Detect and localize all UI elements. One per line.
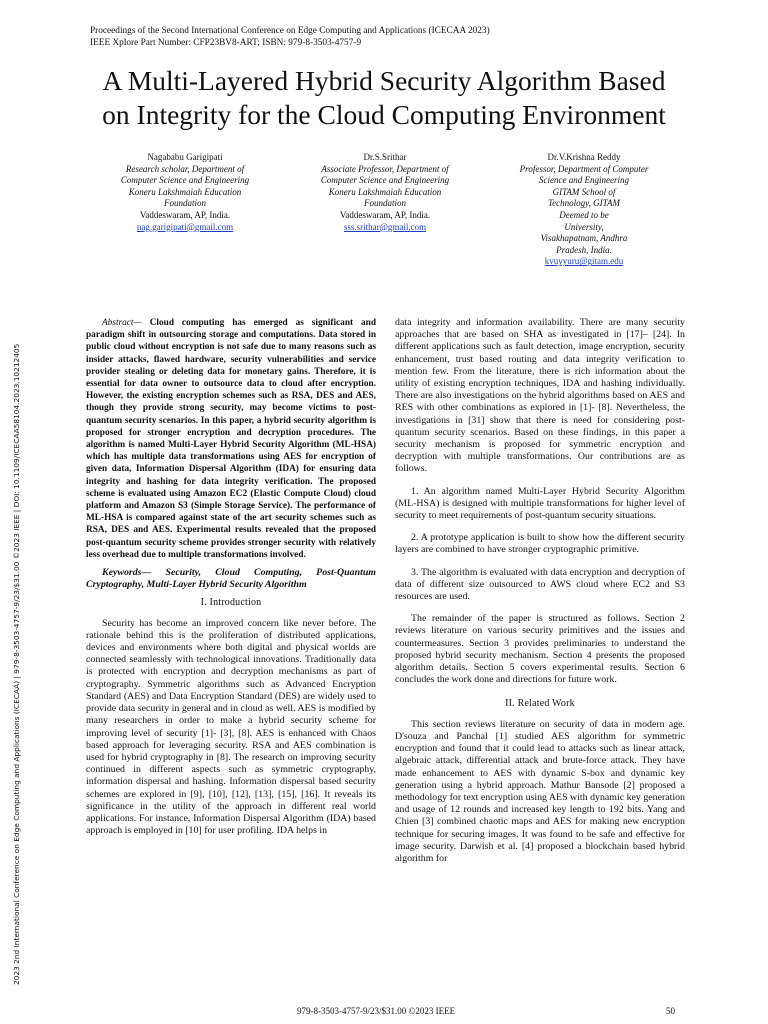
intro-paragraph: Security has become an improved concern like never before. The rationale behind this is the proliferation of distributed applications, devices and environments where both digital and physical worlds are connected seamlessly with technological innovations. Traditionally data is protected with encryption and decryption mechanisms as part of cryptography. Symmetric algorithms such as Advanced Encryption Standard (AES) and Data Encryption Standard (DES) are widely used to provide data security in general and in cloud as well. AES is modified by many researchers in order to make a hybrid security scheme for improving level of security [1]- [3], [8]. AES is enhanced with Chaos based approach for leveraging security. RSA and AES combination is used for hybrid cryptography in [8]. The research on improving security continued in different aspects such as symmetric cryptography, information dispersal and hashing. Information dispersal based security schemes are explored in [9], [10], [12], [13], [15], [16]. It reveals its significance in the utility of the approach in different real world applications. For instance, Information Dispersal Algorithm (IDA) based approach is employed in [10] for user profiling. IDA helps in: [86, 617, 376, 837]
abstract: [86, 317, 376, 561]
right-column: [395, 317, 685, 865]
author-name: Dr.S.Srithar: [363, 152, 407, 162]
author-affiliation: Professor, Department of Computer: [519, 163, 649, 174]
contribution-item-2: 2. A prototype application is built to show how the different security layers are combined to have stronger cryptographic primitive.: [395, 532, 685, 556]
contribution-item-1: 1. An algorithm named Multi-Layer Hybrid Security Algorithm (ML-HSA) is designed with multiple transformations for higher level of security to meet requirements of post-quantum security situations.: [395, 485, 685, 522]
title-line-2: on Integrity for the Cloud Computing Environment: [102, 99, 666, 130]
author-block-1: [90, 152, 280, 233]
section-heading-introduction: I. Introduction: [200, 597, 262, 609]
intro-paragraph-continued: data integrity and information availability. There are many security approaches that are based on SHA as investigated in [17]– [24]. In different applications such as fault detection, image encryption, security enhancement, trust based routing and data integrity verification to mention few. From the literature, there is rich information about the utility of existing encryption techniques, IDA and hashing individually. There are also investigations on the hybrid algorithms based on AES and RES with other combinations as explored in [1]- [8]. Nevertheless, the investigations in [31] show that there is need for considering post-quantum security scenarios. Based on these findings, in this paper a security mechanism is proposed for symmetric encryption and decryption with multiple transformations. Our contributions are as follows.: [395, 317, 685, 475]
author-affiliation: Foundation: [364, 198, 406, 209]
author-location: Vaddeswaram, AP, India.: [139, 209, 231, 220]
paper-structure-paragraph: The remainder of the paper is structured as follows. Section 2 reviews literature on various security primitives and the issues and countermeasures. Section 3 provides preliminaries to understand the proposed hybrid security mechanism. Section 4 presents the proposed algorithm details. Section 5 covers experimental results. Section 6 concludes the work done and directions for future work.: [395, 613, 685, 686]
author-location: Vaddeswaram, AP, India.: [339, 209, 431, 220]
author-block-3: [500, 152, 668, 268]
abstract-text: Cloud computing has emerged as significant and paradigm shift in outsourcing storage and computations. Data stored in public cloud without encryption is not safe due to many reasons such as insider attacks, flawed hardware, security vulnerabilities and service provider stealing or deleting data for monetary gains. Therefore, it is essential for data owner to outsource data to cloud after encryption. However, the existing encryption schemes such as RSA, DES and AES, though they provide strong security, may become victims to post-quantum security scenarios. In this paper, a hybrid security algorithm is proposed for stronger encryption and decryption procedures. The algorithm is named Multi-Layer Hybrid Security Algorithm (ML-HSA) which has multiple data transformations using AES for encryption of given data, Information Dispersal Algorithm (IDA) for ensuring data integrity and hashing for data integrity verification. The proposed scheme is evaluated using Amazon EC2 (Elastic Compute Cloud) cloud platform and Amazon S3 (Simple Storage Service). The performance of ML-HSA is compared against state of the art security schemes such as RSA, DES and AES. Experimental results revealed that the proposed post-quantum security scheme provides stronger security with relatively less overhead due to multiple transformations involved.: [86, 318, 376, 560]
author-affiliation: Research scholar, Department of: [125, 163, 245, 174]
doi-sidebar-text: 2023 2nd International Conference on Edge Computing and Applications (ICECAA) | 979-8-3503-4757-9/23/$31.00 ©2023 IEEE | DOI: 10.1109/ICECAA58104.2023.10212405: [12, 343, 21, 985]
author-affiliation: Deemed to be: [559, 209, 609, 220]
author-affiliation: Koneru Lakshmaiah Education: [128, 186, 242, 197]
paper-title: [30, 64, 738, 132]
related-work-paragraph: This section reviews literature on security of data in modern age. D'souza and Panchal [1] studied AES algorithm for symmetric encryption and found that it could lead to attacks such as linear attack, algebraic attack, differential attack and brute-force attack. They have made enhancement to AES with dynamic S-box and dynamic key generation using a hybrid approach. Mathur Bansode [2] proposed a methodology for text encryption using AES with dynamic key generation and usage of 12 rounds and increased key length to 192 bits. Yang and Chien [3] combined chaotic maps and AES for making new encryption technique for securing images. It was found to be safe and effective for image security. Darwish et al. [4] proposed a blockchain based hybrid algorithm for: [395, 718, 685, 864]
author-affiliation: University,: [564, 221, 604, 232]
author-affiliation: Technology, GITAM: [548, 198, 620, 209]
author-affiliation: Pradesh, India.: [556, 244, 612, 255]
author-affiliation: Koneru Lakshmaiah Education: [328, 186, 442, 197]
doi-sidebar: [9, 215, 25, 985]
author-affiliation: Computer Science and Engineering: [320, 175, 450, 186]
author-affiliation: Science and Engineering: [539, 175, 629, 186]
page-number: 50: [666, 1006, 675, 1016]
conference-header: [90, 25, 490, 49]
author-affiliation: Foundation: [164, 198, 206, 209]
author-email-link[interactable]: sss.srithar@gmail.com: [343, 221, 427, 232]
left-column: [86, 317, 376, 837]
title-line-1: A Multi-Layered Hybrid Security Algorithm Based: [102, 65, 666, 96]
author-affiliation: GITAM School of: [552, 186, 616, 197]
author-name: Nagababu Garigipati: [147, 152, 223, 162]
contribution-item-3: 3. The algorithm is evaluated with data encryption and decryption of data of different size outsourced to AWS cloud where EC2 and S3 resources are used.: [395, 566, 685, 603]
footer-copyright: 979-8-3503-4757-9/23/$31.00 ©2023 IEEE: [297, 1006, 456, 1016]
author-email-link[interactable]: nag.garigipati@gmail.com: [136, 221, 234, 232]
proceedings-line: Proceedings of the Second International Conference on Edge Computing and Applications (ICECAA 2023): [90, 26, 490, 36]
author-email-link[interactable]: kvuyyuru@gitam.edu: [544, 256, 624, 267]
keywords: Keywords— Security, Cloud Computing, Post-Quantum Cryptography, Multi-Layer Hybrid Security Algorithm: [86, 567, 376, 591]
author-affiliation: Visakhapatnam, Andhra: [540, 233, 628, 244]
abstract-label: Abstract—: [102, 318, 142, 328]
author-affiliation: Computer Science and Engineering: [120, 175, 250, 186]
section-heading-related-work: II. Related Work: [505, 698, 575, 710]
author-affiliation: Associate Professor, Department of: [321, 163, 449, 174]
part-number-line: IEEE Xplore Part Number: CFP23BV8-ART; ISBN: 979-8-3503-4757-9: [90, 38, 362, 48]
author-block-2: [290, 152, 480, 233]
author-name: Dr.V.Krishna Reddy: [547, 152, 621, 162]
